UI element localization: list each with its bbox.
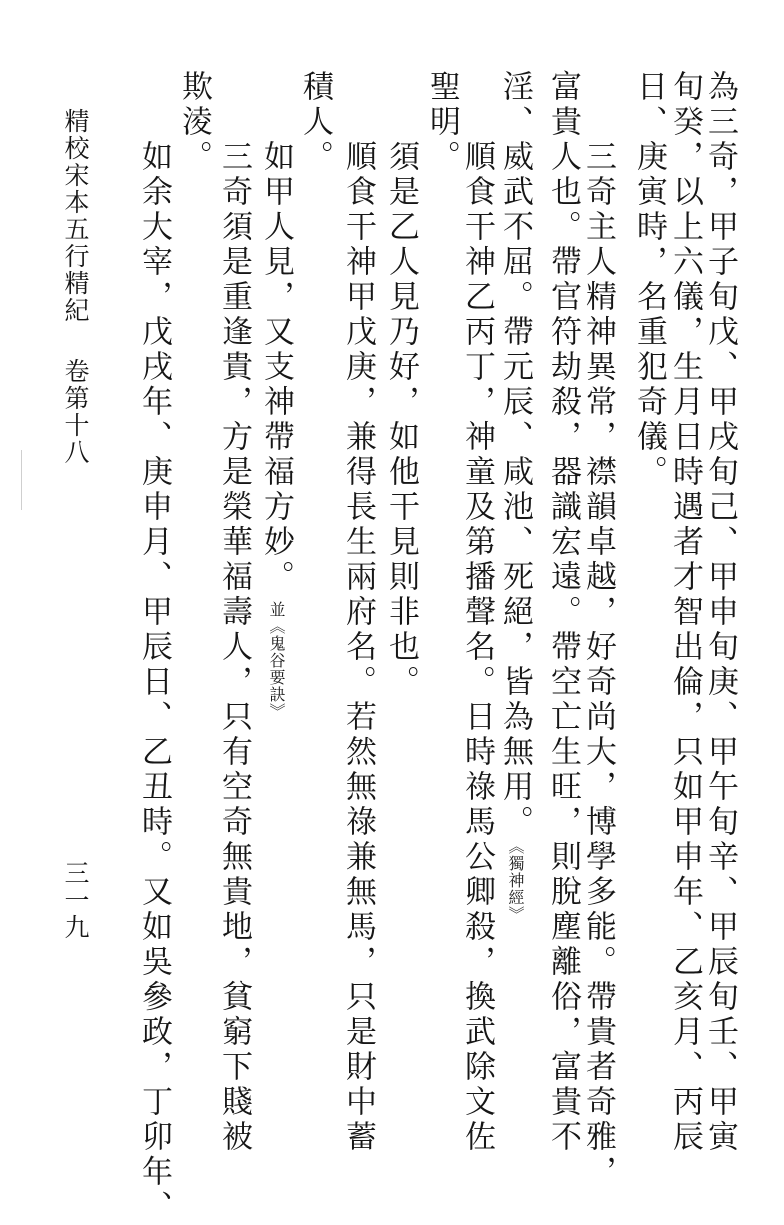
column-text: 如余大宰，戊戌年、庚申月、甲辰日、乙丑時。又如吳參政，丁卯年、 — [136, 140, 172, 1225]
text-column — [631, 70, 667, 490]
text-column — [383, 140, 419, 700]
column-text: 如甲人見，又支神帶福方妙。 — [258, 140, 294, 595]
source-annotation: 並《鬼谷要訣》 — [267, 601, 286, 720]
book-title: 精校宋本五行精紀 — [61, 108, 90, 324]
text-column — [136, 140, 172, 1225]
source-annotation: 《獨神經》 — [506, 846, 525, 923]
text-column — [176, 70, 212, 175]
column-text: 順食干神乙丙丁，神童及第播聲名。日時祿馬公卿殺，換武除文佐 — [459, 140, 495, 1155]
text-column — [667, 70, 703, 1155]
page-number: 三一九 — [61, 860, 90, 941]
text-column — [340, 140, 376, 1155]
column-text: 欺淩。 — [176, 70, 212, 175]
text-column — [258, 140, 294, 720]
column-text: 三奇主人精神異常，襟韻卓越，好奇尚大，博學多能。帶貴者奇雅， — [580, 140, 616, 1190]
text-column — [497, 70, 533, 923]
column-text: 須是乙人見乃好，如他干見則非也。 — [383, 140, 419, 700]
text-column — [545, 70, 581, 1155]
column-text: 順食干神甲戊庚，兼得長生兩府名。若然無祿兼無馬，只是財中蓄 — [340, 140, 376, 1155]
column-text: 日、庚寅時，名重犯奇儀。 — [631, 70, 667, 490]
column-text: 聖明。 — [424, 70, 460, 175]
text-column — [459, 140, 495, 1155]
volume-label: 卷第十八 — [61, 358, 90, 466]
column-text: 為三奇，甲子旬戊、甲戌旬己、甲申旬庚、甲午旬辛、甲辰旬壬、甲寅 — [702, 70, 738, 1155]
column-text: 淫、威武不屈。帶元辰、咸池、死絕，皆為無用。 — [497, 70, 533, 840]
page-edge-mark — [21, 450, 22, 510]
column-text: 富貴人也。帶官符劫殺，器識宏遠。帶空亡生旺，則脫塵離俗，富貴不 — [545, 70, 581, 1155]
column-text: 旬癸，以上六儀，生月日時遇者才智出倫，只如甲申年、乙亥月、丙辰 — [667, 70, 703, 1155]
text-column — [297, 70, 333, 175]
column-text: 積人。 — [297, 70, 333, 175]
text-column — [424, 70, 460, 175]
text-column — [580, 140, 616, 1190]
column-text: 三奇須是重逢貴，方是榮華福壽人，只有空奇無貴地，貧窮下賤被 — [216, 140, 252, 1155]
running-header — [60, 108, 90, 466]
text-column — [216, 140, 252, 1155]
text-column — [702, 70, 738, 1155]
